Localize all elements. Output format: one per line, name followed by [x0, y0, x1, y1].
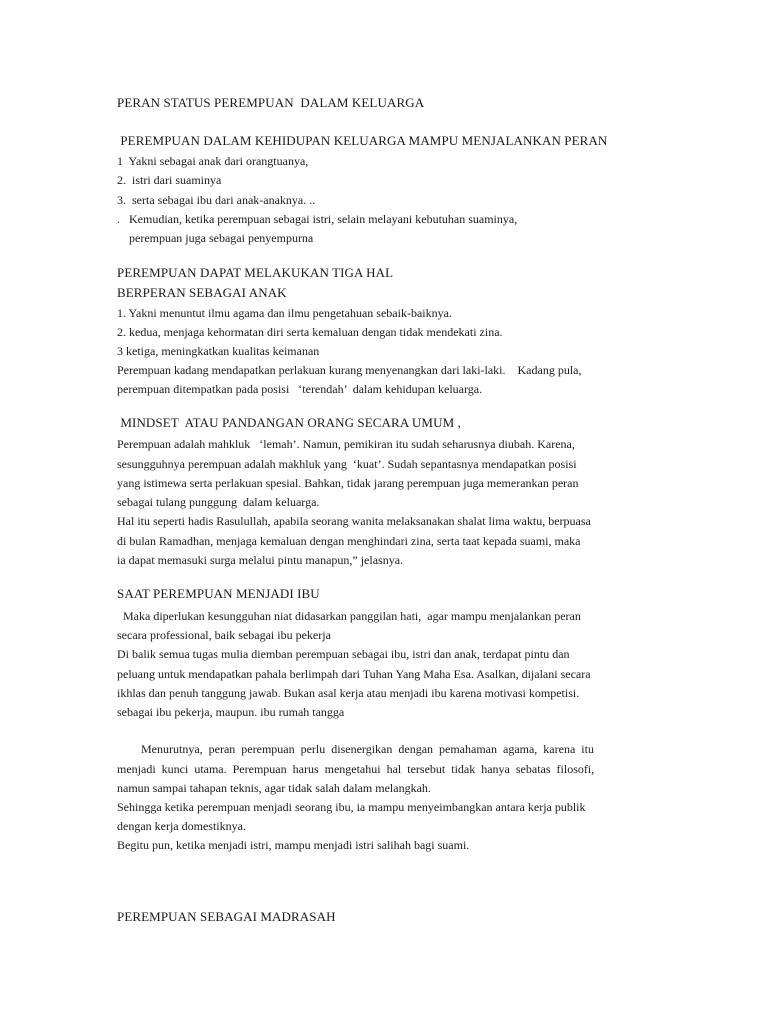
list-item: 3. serta sebagai ibu dari anak-anaknya. ..	[117, 193, 316, 207]
list-item: 1. Yakni menuntut ilmu agama dan ilmu pengetahuan sebaik-baiknya.	[117, 306, 452, 320]
section-heading: PEREMPUAN SEBAGAI MADRASAH	[117, 909, 336, 924]
section-heading: PEREMPUAN DALAM KEHIDUPAN KELUARGA MAMPU MENJALANKAN PERAN	[117, 133, 608, 148]
paragraph-line: yang istimewa serta perlakuan spesial. Bahkan, tidak jarang perempuan juga memerankan peran	[117, 476, 579, 490]
section-heading: SAAT PEREMPUAN MENJADI IBU	[117, 586, 320, 601]
list-item: 2. kedua, menjaga kehormatan diri serta kemaluan dengan tidak mendekati zina.	[117, 325, 503, 339]
paragraph-line: Sehingga ketika perempuan menjadi seorang ibu, ia mampu menyeimbangkan antara kerja publik	[117, 800, 586, 814]
paragraph-line: Menurutnya, peran perempuan perlu disenergikan dengan pemahaman agama, karena itu	[117, 742, 594, 756]
paragraph-line: dengan kerja domestiknya.	[117, 819, 246, 833]
paragraph-line: menjadi kunci utama. Perempuan harus mengetahui hal tersebut tidak hanya sebatas filosofi,	[117, 762, 595, 776]
paragraph-line: sesungguhnya perempuan adalah makhluk yang ‘kuat’. Sudah sepantasnya mendapatkan posisi	[117, 457, 577, 471]
paragraph-line: namun sampai tahapan teknis, agar tidak salah dalam melangkah.	[117, 781, 431, 795]
section-heading: PEREMPUAN DAPAT MELAKUKAN TIGA HAL	[117, 265, 394, 280]
document-title: PERAN STATUS PEREMPUAN DALAM KELUARGA	[117, 95, 425, 110]
paragraph-line: ikhlas dan penuh tanggung jawab. Bukan asal kerja atau menjadi ibu karena motivasi kompetisi.	[117, 686, 580, 700]
paragraph-line: Hal itu seperti hadis Rasulullah, apabila seorang wanita melaksanakan shalat lima waktu, berpuasa	[117, 514, 591, 528]
paragraph-line: Maka diperlukan kesungguhan niat didasarkan panggilan hati, agar mampu menjalankan peran	[117, 609, 581, 623]
paragraph-line: secara professional, baik sebagai ibu pekerja	[117, 628, 331, 642]
section-heading: MINDSET ATAU PANDANGAN ORANG SECARA UMUM ,	[117, 415, 461, 430]
paragraph-line: Perempuan adalah mahkluk ‘lemah’. Namun, pemikiran itu sudah seharusnya diubah. Karena,	[117, 437, 575, 451]
list-item: 2. istri dari suaminya	[117, 173, 222, 187]
list-item: . Kemudian, ketika perempuan sebagai istri, selain melayani kebutuhan suaminya,	[117, 212, 518, 226]
list-item: 1 Yakni sebagai anak dari orangtuanya,	[117, 154, 309, 168]
list-item: 3 ketiga, meningkatkan kualitas keimanan	[117, 344, 320, 358]
paragraph-line: perempuan ditempatkan pada posisi ‘terendah’ dalam kehidupan keluarga.	[117, 382, 483, 396]
paragraph-line: di bulan Ramadhan, menjaga kemaluan dengan menghindari zina, serta taat kepada suami, maka	[117, 534, 581, 548]
paragraph-line: ia dapat memasuki surga melalui pintu manapun,” jelasnya.	[117, 553, 404, 567]
list-item: perempuan juga sebagai penyempurna	[117, 231, 314, 245]
paragraph-line: sebagai ibu pekerja, maupun. ibu rumah tangga	[117, 705, 345, 719]
paragraph-line: sebagai tulang punggung dalam keluarga.	[117, 495, 320, 509]
paragraph-line: Di balik semua tugas mulia diemban perempuan sebagai ibu, istri dan anak, terdapat pintu dan	[117, 647, 570, 661]
paragraph-line: Begitu pun, ketika menjadi istri, mampu menjadi istri salihah bagi suami.	[117, 838, 470, 852]
section-subheading: BERPERAN SEBAGAI ANAK	[117, 285, 287, 300]
paragraph-line: Perempuan kadang mendapatkan perlakuan kurang menyenangkan dari laki-laki. Kadang pula,	[117, 363, 582, 377]
paragraph-line: peluang untuk mendapatkan pahala berlimpah dari Tuhan Yang Maha Esa. Asalkan, dijalani secara	[117, 667, 591, 681]
